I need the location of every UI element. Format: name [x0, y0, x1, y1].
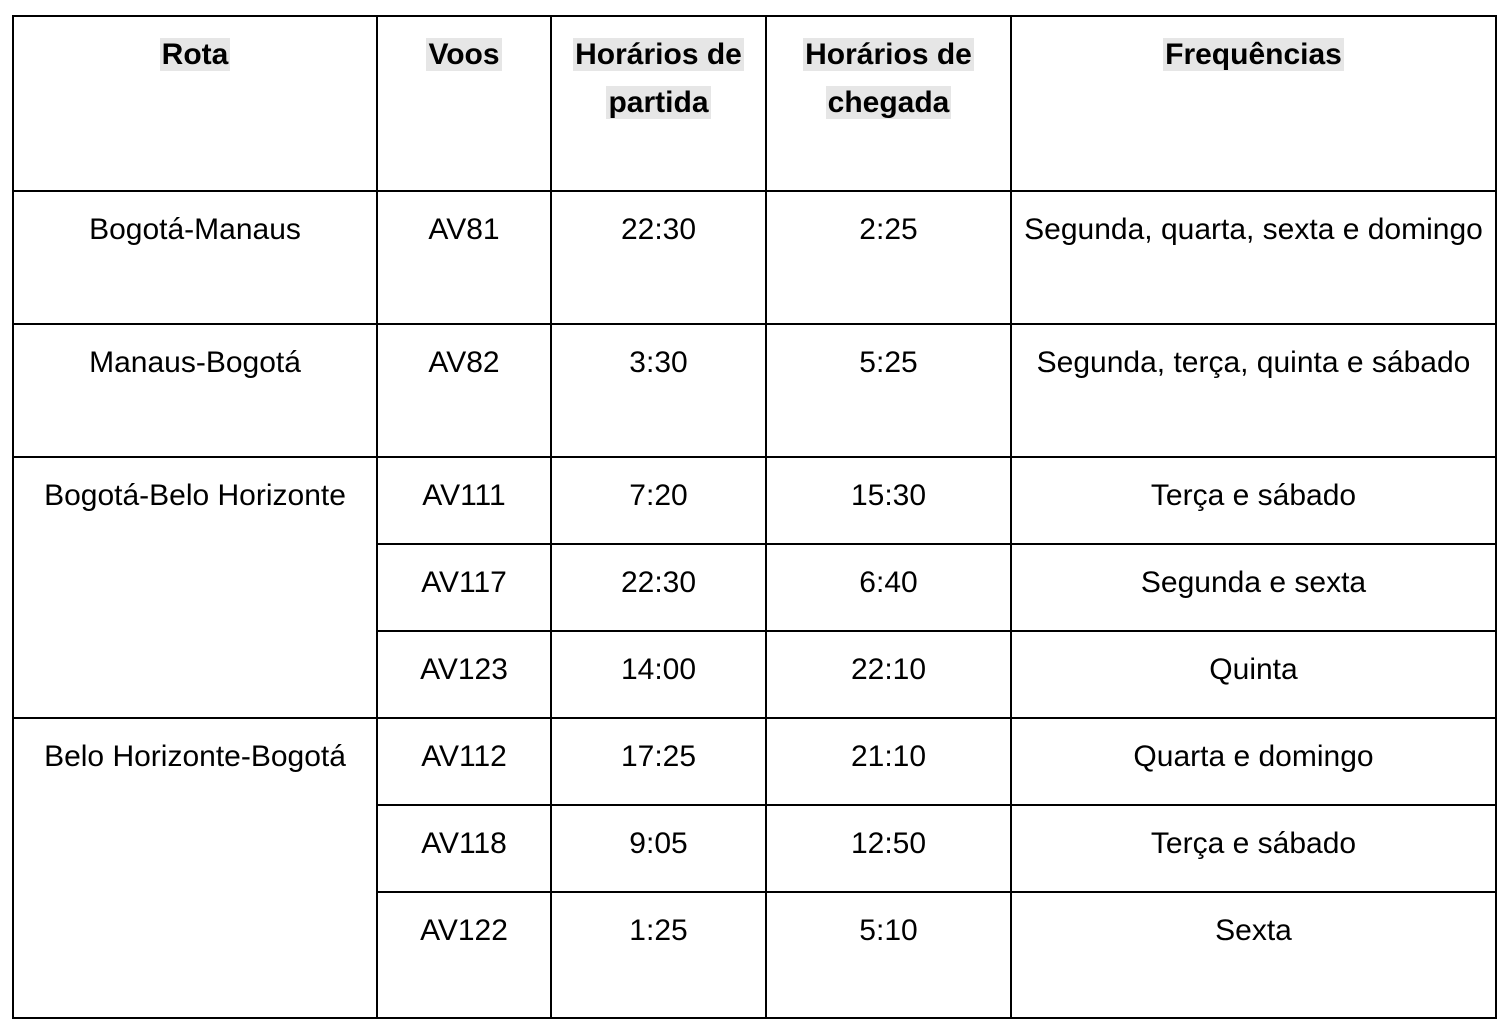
departure-cell: 1:25 — [551, 892, 766, 1018]
departure-cell: 7:20 — [551, 457, 766, 544]
departure-cell: 9:05 — [551, 805, 766, 892]
table-row — [13, 324, 1496, 457]
header-route: Rota — [13, 16, 377, 191]
flight-cell: AV122 — [377, 892, 551, 1018]
header-flights: Voos — [377, 16, 551, 191]
frequency-cell: Quarta e domingo — [1011, 718, 1496, 805]
departure-cell: 22:30 — [551, 191, 766, 324]
route-cell: Manaus-Bogotá — [13, 324, 377, 457]
flight-cell: AV123 — [377, 631, 551, 718]
flight-cell: AV81 — [377, 191, 551, 324]
flight-cell: AV111 — [377, 457, 551, 544]
flight-schedule-table — [12, 15, 1497, 1019]
flight-cell: AV112 — [377, 718, 551, 805]
arrival-cell: 15:30 — [766, 457, 1011, 544]
table-row — [13, 457, 1496, 544]
arrival-cell: 6:40 — [766, 544, 1011, 631]
departure-cell: 22:30 — [551, 544, 766, 631]
header-frequency: Frequências — [1011, 16, 1496, 191]
frequency-cell: Segunda, terça, quinta e sábado — [1011, 324, 1496, 457]
frequency-cell: Segunda, quarta, sexta e domingo — [1011, 191, 1496, 324]
arrival-cell: 12:50 — [766, 805, 1011, 892]
frequency-cell: Terça e sábado — [1011, 805, 1496, 892]
route-cell: Bogotá-Manaus — [13, 191, 377, 324]
table-row — [13, 718, 1496, 805]
table-row — [13, 191, 1496, 324]
flight-cell: AV117 — [377, 544, 551, 631]
departure-cell: 3:30 — [551, 324, 766, 457]
arrival-cell: 2:25 — [766, 191, 1011, 324]
frequency-cell: Terça e sábado — [1011, 457, 1496, 544]
header-arrival: Horários de chegada — [766, 16, 1011, 191]
flight-cell: AV118 — [377, 805, 551, 892]
frequency-cell: Segunda e sexta — [1011, 544, 1496, 631]
arrival-cell: 5:25 — [766, 324, 1011, 457]
route-cell: Belo Horizonte-Bogotá — [13, 718, 377, 1018]
departure-cell: 14:00 — [551, 631, 766, 718]
frequency-cell: Sexta — [1011, 892, 1496, 1018]
header-departure: Horários de partida — [551, 16, 766, 191]
flight-cell: AV82 — [377, 324, 551, 457]
arrival-cell: 21:10 — [766, 718, 1011, 805]
frequency-cell: Quinta — [1011, 631, 1496, 718]
departure-cell: 17:25 — [551, 718, 766, 805]
header-row — [13, 16, 1496, 191]
arrival-cell: 22:10 — [766, 631, 1011, 718]
arrival-cell: 5:10 — [766, 892, 1011, 1018]
route-cell: Bogotá-Belo Horizonte — [13, 457, 377, 718]
